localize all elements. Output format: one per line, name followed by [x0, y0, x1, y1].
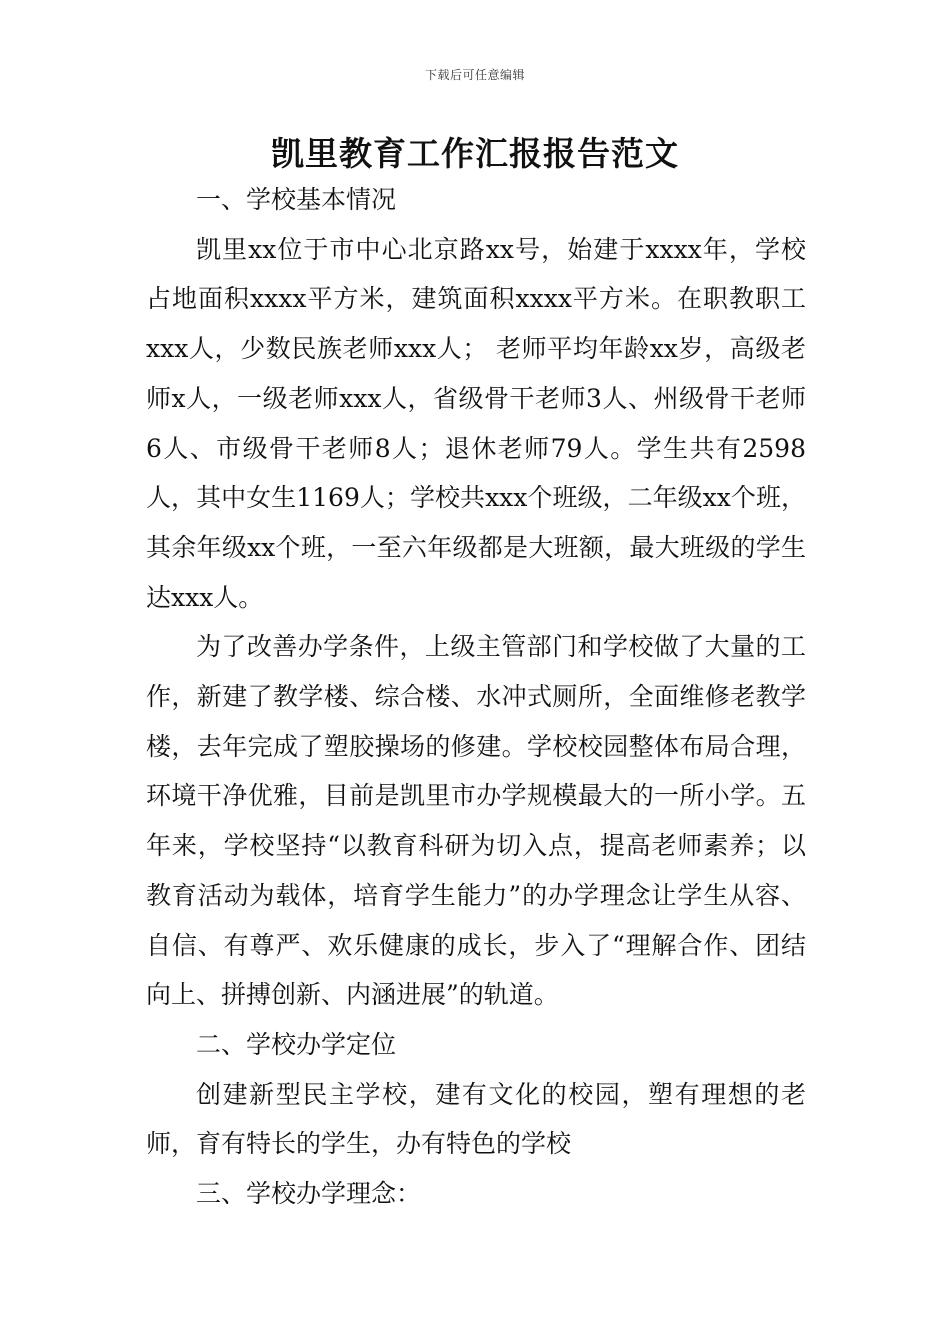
document-title: 凯里教育工作汇报报告范文	[271, 134, 679, 173]
section-heading-2: 二、学校办学定位	[196, 1029, 397, 1059]
section-heading-3: 三、学校办学理念：	[196, 1179, 422, 1209]
paragraph-school-overview: 凯里xx位于市中心北京路xx号，始建于xxxx年，学校占地面积xxxx平方米，建筑面积xxxx平方米。在职教职工xxx人，少数民族老师xxx人； 老师平均年龄xx岁，高级老师x人，一级老师xxx人，省级骨干老师3人、州级骨干老师6人、市级骨干老师8人；退休老师79人。学生共有2598人，其中女生1169人；学校共xxx个班级，二年级xx个班，其余年级xx个班，一至六年级都是大班额，最大班级的学生达xxx人。	[146, 234, 806, 612]
section-heading-1: 一、学校基本情况	[196, 185, 397, 214]
paragraph-school-positioning: 创建新型民主学校，建有文化的校园，塑有理想的老师，育有特长的学生，办有特色的学校	[146, 1079, 806, 1159]
document-body	[146, 175, 806, 1219]
paragraph-school-conditions: 为了改善办学条件，上级主管部门和学校做了大量的工作，新建了教学楼、综合楼、水冲式厕所，全面维修老教学楼，去年完成了塑胶操场的修建。学校校园整体布局合理，环境干净优雅，目前是凯里市办学规模最大的一所小学。五年来，学校坚持“以教育科研为切入点，提高老师素养；以教育活动为载体，培育学生能力”的办学理念让学生从容、自信、有尊严、欢乐健康的成长，步入了“理解合作、团结向上、拼搏创新、内涵进展”的轨道。	[146, 632, 806, 1010]
header-note: 下载后可任意编辑	[424, 68, 525, 82]
